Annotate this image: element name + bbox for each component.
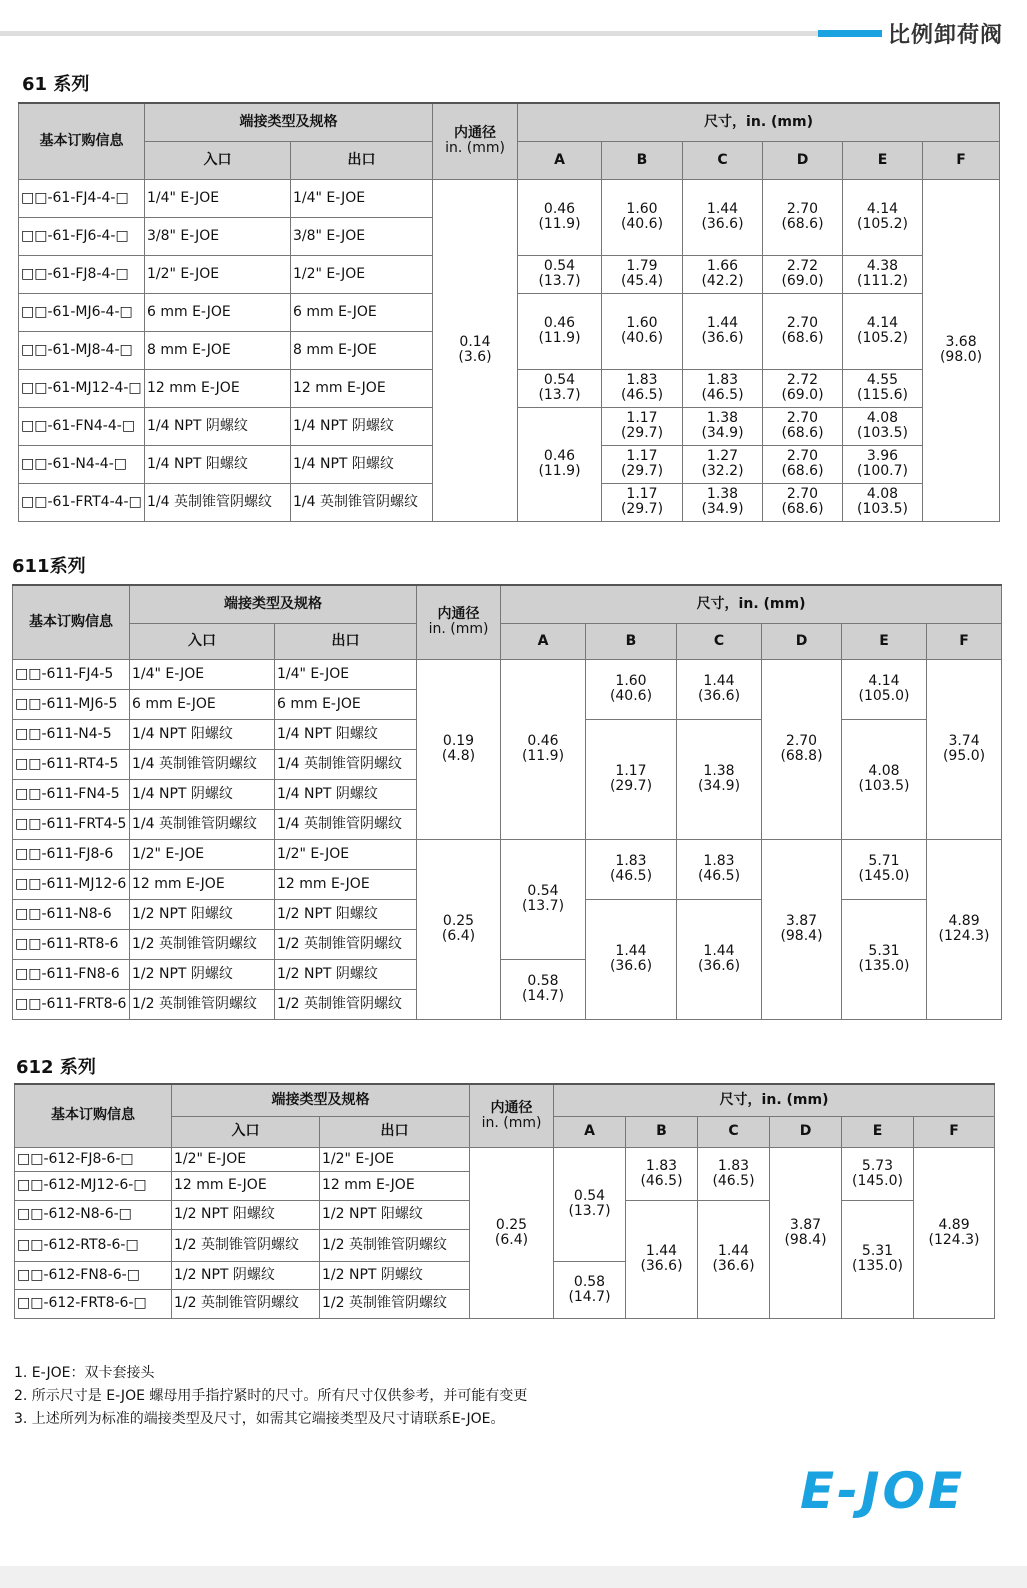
outlet-spec: 1/4 NPT 阴螺纹 <box>291 407 433 445</box>
header-outlet: 出口 <box>320 1116 470 1147</box>
inlet-spec: 1/2" E-JOE <box>130 839 275 869</box>
inlet-spec: 1/4 英制锥管阴螺纹 <box>130 749 275 779</box>
dim-e-value: 4.14 (105.0) <box>842 659 927 719</box>
dim-a-value: 0.46 (11.9) <box>501 659 586 839</box>
inlet-spec: 1/2 英制锥管阴螺纹 <box>130 929 275 959</box>
header-outlet: 出口 <box>291 141 433 179</box>
header-outlet: 出口 <box>275 623 417 659</box>
outlet-spec: 1/4" E-JOE <box>275 659 417 689</box>
outlet-spec: 12 mm E-JOE <box>291 369 433 407</box>
dim-d-value: 2.70 (68.6) <box>763 445 843 483</box>
outlet-spec: 1/2 NPT 阴螺纹 <box>275 959 417 989</box>
order-code: □□-61-MJ12-4-□ <box>19 369 145 407</box>
order-code: □□-612-FN8-6-□ <box>15 1261 172 1289</box>
dim-b-value: 1.60 (40.6) <box>602 179 683 255</box>
dim-b-value: 1.83 (46.5) <box>626 1147 698 1200</box>
dim-a-value: 0.58 (14.7) <box>501 959 586 1019</box>
header-dim-c: C <box>677 623 762 659</box>
dim-b-value: 1.44 (36.6) <box>626 1200 698 1318</box>
dim-e-value: 5.73 (145.0) <box>842 1147 914 1200</box>
order-code: □□-61-N4-4-□ <box>19 445 145 483</box>
header-inlet: 入口 <box>172 1116 320 1147</box>
dim-e-value: 4.08 (103.5) <box>842 719 927 839</box>
dim-d-value: 2.72 (69.0) <box>763 255 843 293</box>
table-row <box>13 839 1002 869</box>
header-dim-c: C <box>698 1116 770 1147</box>
outlet-spec: 1/4" E-JOE <box>291 179 433 217</box>
bore-value: 0.14 (3.6) <box>433 179 518 521</box>
header-dim-b: B <box>602 141 683 179</box>
bore-value: 0.19 (4.8) <box>417 659 501 839</box>
inlet-spec: 3/8" E-JOE <box>145 217 291 255</box>
inlet-spec: 1/2 NPT 阴螺纹 <box>172 1261 320 1289</box>
dim-e-value: 4.08 (103.5) <box>843 483 923 521</box>
outlet-spec: 1/4 NPT 阳螺纹 <box>275 719 417 749</box>
table-row <box>19 179 1000 217</box>
dim-d-value: 2.70 (68.6) <box>763 293 843 369</box>
dim-e-value: 4.14 (105.2) <box>843 293 923 369</box>
inlet-spec: 1/4 NPT 阴螺纹 <box>145 407 291 445</box>
outlet-spec: 1/2 英制锥管阴螺纹 <box>275 989 417 1019</box>
dim-b-value: 1.17 (29.7) <box>602 407 683 445</box>
dim-a-value: 0.54 (13.7) <box>554 1147 626 1261</box>
dim-c-value: 1.83 (46.5) <box>677 839 762 899</box>
header-dimensions: 尺寸，in. (mm) <box>501 585 1002 623</box>
header-dim-e: E <box>842 1116 914 1147</box>
inlet-spec: 1/4 NPT 阴螺纹 <box>130 779 275 809</box>
header-dimensions: 尺寸，in. (mm) <box>518 103 1000 141</box>
outlet-spec: 1/2 英制锥管阴螺纹 <box>320 1289 470 1318</box>
footnote: 3. 上述所列为标准的端接类型及尺寸，如需其它端接类型及尺寸请联系E-JOE。 <box>14 1411 505 1427</box>
inlet-spec: 1/2 英制锥管阴螺纹 <box>172 1229 320 1261</box>
order-code: □□-611-FRT4-5 <box>13 809 130 839</box>
inlet-spec: 12 mm E-JOE <box>172 1171 320 1200</box>
order-code: □□-612-N8-6-□ <box>15 1200 172 1229</box>
dim-b-value: 1.17 (29.7) <box>602 483 683 521</box>
dim-b-value: 1.60 (40.6) <box>586 659 677 719</box>
dim-c-value: 1.27 (32.2) <box>683 445 763 483</box>
outlet-spec: 1/4 NPT 阴螺纹 <box>275 779 417 809</box>
outlet-spec: 12 mm E-JOE <box>320 1171 470 1200</box>
order-code: □□-61-FJ8-4-□ <box>19 255 145 293</box>
header-inlet: 入口 <box>145 141 291 179</box>
inlet-spec: 1/2" E-JOE <box>172 1147 320 1171</box>
order-code: □□-61-FJ6-4-□ <box>19 217 145 255</box>
dim-e-value: 5.71 (145.0) <box>842 839 927 899</box>
outlet-spec: 1/4 英制锥管阴螺纹 <box>275 749 417 779</box>
footer-band <box>0 1566 1027 1588</box>
header-dim-d: D <box>762 623 842 659</box>
dim-c-value: 1.66 (42.2) <box>683 255 763 293</box>
inlet-spec: 6 mm E-JOE <box>130 689 275 719</box>
dim-d-value: 2.72 (69.0) <box>763 369 843 407</box>
outlet-spec: 1/4 NPT 阳螺纹 <box>291 445 433 483</box>
header-connection-type: 端接类型及规格 <box>145 103 433 141</box>
order-code: □□-611-N8-6 <box>13 899 130 929</box>
outlet-spec: 6 mm E-JOE <box>291 293 433 331</box>
outlet-spec: 1/2" E-JOE <box>320 1147 470 1171</box>
dim-a-value: 0.46 (11.9) <box>518 293 602 369</box>
outlet-spec: 12 mm E-JOE <box>275 869 417 899</box>
dim-b-value: 1.60 (40.6) <box>602 293 683 369</box>
inlet-spec: 1/4" E-JOE <box>145 179 291 217</box>
dim-a-value: 0.54 (13.7) <box>501 839 586 959</box>
header-order-info: 基本订购信息 <box>15 1084 172 1147</box>
dim-c-value: 1.44 (36.6) <box>698 1200 770 1318</box>
dim-a-value: 0.58 (14.7) <box>554 1261 626 1318</box>
header-dim-c: C <box>683 141 763 179</box>
header-dim-a: A <box>501 623 586 659</box>
order-code: □□-612-FJ8-6-□ <box>15 1147 172 1171</box>
order-code: □□-611-FN4-5 <box>13 779 130 809</box>
outlet-spec: 1/4 英制锥管阴螺纹 <box>291 483 433 521</box>
dim-b-value: 1.79 (45.4) <box>602 255 683 293</box>
inlet-spec: 1/2 英制锥管阴螺纹 <box>172 1289 320 1318</box>
order-code: □□-612-MJ12-6-□ <box>15 1171 172 1200</box>
header-dim-a: A <box>518 141 602 179</box>
order-code: □□-611-FJ4-5 <box>13 659 130 689</box>
dim-c-value: 1.44 (36.6) <box>683 179 763 255</box>
inlet-spec: 12 mm E-JOE <box>130 869 275 899</box>
bore-value: 0.25 (6.4) <box>470 1147 554 1318</box>
order-code: □□-611-FRT8-6 <box>13 989 130 1019</box>
order-code: □□-611-FN8-6 <box>13 959 130 989</box>
inlet-spec: 1/2 NPT 阴螺纹 <box>130 959 275 989</box>
dim-d-value: 2.70 (68.6) <box>763 407 843 445</box>
outlet-spec: 1/2 NPT 阳螺纹 <box>320 1200 470 1229</box>
header-dim-d: D <box>763 141 843 179</box>
dim-d-value: 3.87 (98.4) <box>762 839 842 1019</box>
footnote: 1. E-JOE：双卡套接头 <box>14 1365 155 1381</box>
dim-b-value: 1.83 (46.5) <box>586 839 677 899</box>
header-order-info: 基本订购信息 <box>13 585 130 659</box>
dim-b-value: 1.17 (29.7) <box>586 719 677 839</box>
order-code: □□-611-RT4-5 <box>13 749 130 779</box>
dim-e-value: 4.55 (115.6) <box>843 369 923 407</box>
outlet-spec: 8 mm E-JOE <box>291 331 433 369</box>
dim-d-value: 3.87 (98.4) <box>770 1147 842 1318</box>
dim-a-value: 0.54 (13.7) <box>518 369 602 407</box>
dim-c-value: 1.38 (34.9) <box>677 719 762 839</box>
dim-d-value: 2.70 (68.6) <box>763 483 843 521</box>
dim-a-value: 0.46 (11.9) <box>518 179 602 255</box>
dim-a-value: 0.54 (13.7) <box>518 255 602 293</box>
header-bore: 内通径 in. (mm) <box>470 1084 554 1147</box>
section-title-612: 612 系列 <box>16 1057 96 1078</box>
dim-c-value: 1.38 (34.9) <box>683 483 763 521</box>
dim-b-value: 1.44 (36.6) <box>586 899 677 1019</box>
footnotes <box>14 1362 527 1431</box>
order-code: □□-611-RT8-6 <box>13 929 130 959</box>
dim-d-value: 2.70 (68.6) <box>763 179 843 255</box>
inlet-spec: 8 mm E-JOE <box>145 331 291 369</box>
page-category-title: 比例卸荷阀 <box>888 23 1004 48</box>
outlet-spec: 1/2" E-JOE <box>275 839 417 869</box>
dim-b-value: 1.17 (29.7) <box>602 445 683 483</box>
order-code: □□-61-MJ8-4-□ <box>19 331 145 369</box>
dim-c-value: 1.44 (36.6) <box>677 659 762 719</box>
footnote: 2. 所示尺寸是 E-JOE 螺母用手指拧紧时的尺寸。所有尺寸仅供参考，并可能有变更 <box>14 1388 528 1404</box>
header-dimensions: 尺寸，in. (mm) <box>554 1084 995 1116</box>
outlet-spec: 1/2 英制锥管阴螺纹 <box>320 1229 470 1261</box>
inlet-spec: 12 mm E-JOE <box>145 369 291 407</box>
header-rule <box>0 31 820 36</box>
inlet-spec: 1/4 NPT 阳螺纹 <box>145 445 291 483</box>
dim-d-value: 2.70 (68.8) <box>762 659 842 839</box>
order-code: □□-611-N4-5 <box>13 719 130 749</box>
header-dim-e: E <box>843 141 923 179</box>
header-accent-bar <box>818 30 882 37</box>
section-title-611: 611系列 <box>12 556 86 577</box>
dim-c-value: 1.38 (34.9) <box>683 407 763 445</box>
table-row <box>15 1147 995 1171</box>
dim-b-value: 1.83 (46.5) <box>602 369 683 407</box>
order-code: □□-611-MJ12-6 <box>13 869 130 899</box>
dim-e-value: 4.08 (103.5) <box>843 407 923 445</box>
outlet-spec: 6 mm E-JOE <box>275 689 417 719</box>
table-61 <box>18 102 1000 522</box>
inlet-spec: 1/2 英制锥管阴螺纹 <box>130 989 275 1019</box>
header-dim-f: F <box>914 1116 995 1147</box>
order-code: □□-61-MJ6-4-□ <box>19 293 145 331</box>
brand-logo: E-JOE <box>800 1462 966 1520</box>
bore-value: 0.25 (6.4) <box>417 839 501 1019</box>
header-dim-f: F <box>927 623 1002 659</box>
header-bore: 内通径 in. (mm) <box>433 103 518 179</box>
dim-e-value: 3.96 (100.7) <box>843 445 923 483</box>
inlet-spec: 1/4 英制锥管阴螺纹 <box>130 809 275 839</box>
header-connection-type: 端接类型及规格 <box>130 585 417 623</box>
inlet-spec: 6 mm E-JOE <box>145 293 291 331</box>
dim-c-value: 1.83 (46.5) <box>683 369 763 407</box>
order-code: □□-612-FRT8-6-□ <box>15 1289 172 1318</box>
dim-e-value: 4.38 (111.2) <box>843 255 923 293</box>
outlet-spec: 1/4 英制锥管阴螺纹 <box>275 809 417 839</box>
header-bore: 内通径 in. (mm) <box>417 585 501 659</box>
dim-c-value: 1.83 (46.5) <box>698 1147 770 1200</box>
inlet-spec: 1/2 NPT 阳螺纹 <box>172 1200 320 1229</box>
outlet-spec: 1/2 英制锥管阴螺纹 <box>275 929 417 959</box>
dim-f-value: 4.89 (124.3) <box>914 1147 995 1318</box>
dim-f-value: 3.74 (95.0) <box>927 659 1002 839</box>
header-order-info: 基本订购信息 <box>19 103 145 179</box>
order-code: □□-612-RT8-6-□ <box>15 1229 172 1261</box>
section-title-61: 61 系列 <box>22 74 90 95</box>
dim-e-value: 5.31 (135.0) <box>842 1200 914 1318</box>
header-dim-b: B <box>626 1116 698 1147</box>
header-dim-f: F <box>923 141 1000 179</box>
dim-f-value: 3.68 (98.0) <box>923 179 1000 521</box>
order-code: □□-61-FN4-4-□ <box>19 407 145 445</box>
dim-c-value: 1.44 (36.6) <box>683 293 763 369</box>
outlet-spec: 1/2 NPT 阴螺纹 <box>320 1261 470 1289</box>
header-dim-e: E <box>842 623 927 659</box>
inlet-spec: 1/4 NPT 阳螺纹 <box>130 719 275 749</box>
outlet-spec: 1/2" E-JOE <box>291 255 433 293</box>
dim-c-value: 1.44 (36.6) <box>677 899 762 1019</box>
order-code: □□-611-MJ6-5 <box>13 689 130 719</box>
header-connection-type: 端接类型及规格 <box>172 1084 470 1116</box>
outlet-spec: 1/2 NPT 阳螺纹 <box>275 899 417 929</box>
dim-e-value: 5.31 (135.0) <box>842 899 927 1019</box>
dim-a-value: 0.46 (11.9) <box>518 407 602 521</box>
header-inlet: 入口 <box>130 623 275 659</box>
table-row <box>13 659 1002 689</box>
dim-f-value: 4.89 (124.3) <box>927 839 1002 1019</box>
order-code: □□-61-FRT4-4-□ <box>19 483 145 521</box>
header-dim-b: B <box>586 623 677 659</box>
dim-e-value: 4.14 (105.2) <box>843 179 923 255</box>
inlet-spec: 1/2" E-JOE <box>145 255 291 293</box>
order-code: □□-61-FJ4-4-□ <box>19 179 145 217</box>
header-dim-a: A <box>554 1116 626 1147</box>
table-611 <box>12 584 1002 1020</box>
inlet-spec: 1/2 NPT 阳螺纹 <box>130 899 275 929</box>
header-dim-d: D <box>770 1116 842 1147</box>
table-612 <box>14 1083 995 1319</box>
outlet-spec: 3/8" E-JOE <box>291 217 433 255</box>
inlet-spec: 1/4" E-JOE <box>130 659 275 689</box>
order-code: □□-611-FJ8-6 <box>13 839 130 869</box>
inlet-spec: 1/4 英制锥管阴螺纹 <box>145 483 291 521</box>
